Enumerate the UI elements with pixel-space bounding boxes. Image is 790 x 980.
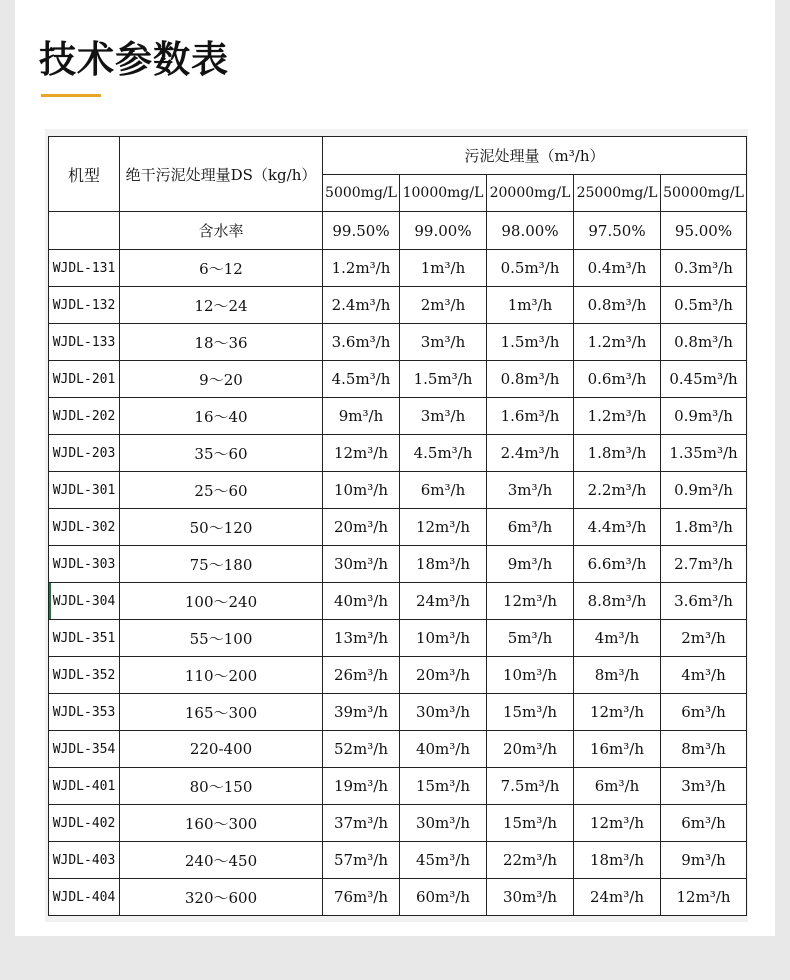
capacity-cell[interactable]: 0.9m³/h — [661, 398, 747, 435]
water-content-value: 97.50% — [574, 212, 661, 250]
capacity-cell[interactable]: 15m³/h — [487, 694, 574, 731]
capacity-cell[interactable]: 2.2m³/h — [574, 472, 661, 509]
model-cell[interactable]: WJDL-401 — [49, 768, 120, 805]
table-row — [49, 361, 747, 398]
capacity-cell[interactable]: 0.8m³/h — [574, 287, 661, 324]
capacity-cell[interactable]: 1.2m³/h — [323, 250, 400, 287]
ds-header: 绝干污泥处理量DS（kg/h） — [120, 137, 323, 212]
ds-range-cell[interactable]: 9～20 — [120, 361, 323, 398]
capacity-cell[interactable]: 12m³/h — [323, 435, 400, 472]
capacity-cell[interactable]: 0.8m³/h — [487, 361, 574, 398]
capacity-cell[interactable]: 2.4m³/h — [323, 287, 400, 324]
capacity-cell[interactable]: 30m³/h — [487, 879, 574, 916]
capacity-cell[interactable]: 3.6m³/h — [323, 324, 400, 361]
capacity-cell[interactable]: 18m³/h — [574, 842, 661, 879]
capacity-cell[interactable]: 4m³/h — [574, 620, 661, 657]
concentration-header: 20000mg/L — [487, 175, 574, 212]
table-row — [49, 583, 747, 620]
capacity-cell[interactable]: 3m³/h — [487, 472, 574, 509]
capacity-cell[interactable]: 40m³/h — [400, 731, 487, 768]
ds-range-cell[interactable]: 50～120 — [120, 509, 323, 546]
capacity-cell[interactable]: 12m³/h — [400, 509, 487, 546]
capacity-cell[interactable]: 15m³/h — [400, 768, 487, 805]
capacity-cell[interactable]: 1m³/h — [400, 250, 487, 287]
table-row — [49, 472, 747, 509]
ds-range-cell[interactable]: 80～150 — [120, 768, 323, 805]
table-row — [49, 768, 747, 805]
model-cell[interactable]: WJDL-132 — [49, 287, 120, 324]
capacity-cell[interactable]: 7.5m³/h — [487, 768, 574, 805]
water-content-value: 98.00% — [487, 212, 574, 250]
capacity-cell[interactable]: 0.5m³/h — [661, 287, 747, 324]
ds-range-cell[interactable]: 6～12 — [120, 250, 323, 287]
capacity-cell[interactable]: 16m³/h — [574, 731, 661, 768]
table-row — [49, 398, 747, 435]
capacity-cell[interactable]: 9m³/h — [323, 398, 400, 435]
capacity-cell[interactable]: 3m³/h — [400, 324, 487, 361]
capacity-cell[interactable]: 20m³/h — [487, 731, 574, 768]
capacity-cell[interactable]: 2m³/h — [400, 287, 487, 324]
capacity-cell[interactable]: 18m³/h — [400, 546, 487, 583]
concentration-header: 10000mg/L — [400, 175, 487, 212]
capacity-cell[interactable]: 76m³/h — [323, 879, 400, 916]
capacity-cell[interactable]: 3.6m³/h — [661, 583, 747, 620]
capacity-cell[interactable]: 8m³/h — [574, 657, 661, 694]
capacity-cell[interactable]: 3m³/h — [661, 768, 747, 805]
capacity-cell[interactable]: 19m³/h — [323, 768, 400, 805]
capacity-cell[interactable]: 6.6m³/h — [574, 546, 661, 583]
concentration-header: 5000mg/L — [323, 175, 400, 212]
water-content-value: 99.50% — [323, 212, 400, 250]
capacity-cell[interactable]: 1.2m³/h — [574, 398, 661, 435]
ds-range-cell[interactable]: 320～600 — [120, 879, 323, 916]
capacity-cell[interactable]: 4.4m³/h — [574, 509, 661, 546]
capacity-cell[interactable]: 12m³/h — [574, 805, 661, 842]
capacity-cell[interactable]: 30m³/h — [400, 805, 487, 842]
model-header: 机型 — [49, 137, 120, 212]
ds-range-cell[interactable]: 160～300 — [120, 805, 323, 842]
capacity-cell[interactable]: 12m³/h — [487, 583, 574, 620]
capacity-cell[interactable]: 15m³/h — [487, 805, 574, 842]
table-row — [49, 805, 747, 842]
water-content-value: 95.00% — [661, 212, 747, 250]
model-cell[interactable]: WJDL-351 — [49, 620, 120, 657]
capacity-cell[interactable]: 13m³/h — [323, 620, 400, 657]
table-row — [49, 657, 747, 694]
ds-range-cell[interactable]: 18～36 — [120, 324, 323, 361]
capacity-cell[interactable]: 39m³/h — [323, 694, 400, 731]
capacity-cell[interactable]: 22m³/h — [487, 842, 574, 879]
capacity-cell[interactable]: 1.6m³/h — [487, 398, 574, 435]
capacity-cell[interactable]: 12m³/h — [574, 694, 661, 731]
capacity-cell[interactable]: 57m³/h — [323, 842, 400, 879]
table-row — [49, 842, 747, 879]
ds-range-cell[interactable]: 55～100 — [120, 620, 323, 657]
ds-range-cell[interactable]: 165～300 — [120, 694, 323, 731]
model-cell[interactable]: WJDL-202 — [49, 398, 120, 435]
capacity-cell[interactable]: 2.4m³/h — [487, 435, 574, 472]
model-cell[interactable]: WJDL-354 — [49, 731, 120, 768]
model-cell[interactable]: WJDL-201 — [49, 361, 120, 398]
table-row — [49, 546, 747, 583]
model-cell[interactable]: WJDL-404 — [49, 879, 120, 916]
page-bottom-band — [0, 936, 790, 980]
capacity-cell[interactable]: 0.8m³/h — [661, 324, 747, 361]
capacity-cell[interactable]: 24m³/h — [400, 583, 487, 620]
capacity-cell[interactable]: 3m³/h — [400, 398, 487, 435]
capacity-cell[interactable]: 6m³/h — [487, 509, 574, 546]
ds-range-cell[interactable]: 240～450 — [120, 842, 323, 879]
page-title: 技术参数表 — [39, 38, 229, 81]
capacity-cell[interactable]: 20m³/h — [323, 509, 400, 546]
ds-range-cell[interactable]: 75～180 — [120, 546, 323, 583]
ds-range-cell[interactable]: 100～240 — [120, 583, 323, 620]
model-cell[interactable]: WJDL-301 — [49, 472, 120, 509]
capacity-cell[interactable]: 1.2m³/h — [574, 324, 661, 361]
capacity-cell[interactable]: 10m³/h — [487, 657, 574, 694]
concentration-header: 25000mg/L — [574, 175, 661, 212]
capacity-cell[interactable]: 6m³/h — [574, 768, 661, 805]
capacity-cell[interactable]: 30m³/h — [323, 546, 400, 583]
capacity-cell[interactable]: 0.5m³/h — [487, 250, 574, 287]
water-content-label: 含水率 — [120, 212, 323, 250]
model-cell[interactable]: WJDL-133 — [49, 324, 120, 361]
capacity-cell[interactable]: 12m³/h — [661, 879, 747, 916]
capacity-cell[interactable]: 8.8m³/h — [574, 583, 661, 620]
capacity-cell[interactable]: 0.3m³/h — [661, 250, 747, 287]
capacity-cell[interactable]: 24m³/h — [574, 879, 661, 916]
capacity-cell[interactable]: 9m³/h — [661, 842, 747, 879]
capacity-cell[interactable]: 1m³/h — [487, 287, 574, 324]
table-row — [49, 620, 747, 657]
concentration-header: 50000mg/L — [661, 175, 747, 212]
capacity-cell[interactable]: 6m³/h — [661, 805, 747, 842]
capacity-cell[interactable]: 26m³/h — [323, 657, 400, 694]
blank-cell — [49, 212, 120, 250]
model-cell[interactable]: WJDL-203 — [49, 435, 120, 472]
table-row — [49, 287, 747, 324]
model-cell[interactable]: WJDL-303 — [49, 546, 120, 583]
capacity-cell[interactable]: 0.45m³/h — [661, 361, 747, 398]
table-row — [49, 694, 747, 731]
capacity-cell[interactable]: 10m³/h — [323, 472, 400, 509]
capacity-cell[interactable]: 5m³/h — [487, 620, 574, 657]
title-underline — [41, 94, 101, 97]
ds-range-cell[interactable]: 110～200 — [120, 657, 323, 694]
capacity-cell[interactable]: 2.7m³/h — [661, 546, 747, 583]
capacity-cell[interactable]: 1.8m³/h — [661, 509, 747, 546]
capacity-group-header: 污泥处理量（m³/h） — [323, 137, 747, 175]
capacity-cell[interactable]: 1.5m³/h — [487, 324, 574, 361]
spec-table — [48, 136, 747, 916]
capacity-cell[interactable]: 4.5m³/h — [400, 435, 487, 472]
model-cell[interactable]: WJDL-353 — [49, 694, 120, 731]
capacity-cell[interactable]: 1.5m³/h — [400, 361, 487, 398]
capacity-cell[interactable]: 0.6m³/h — [574, 361, 661, 398]
ds-range-cell[interactable]: 12～24 — [120, 287, 323, 324]
capacity-cell[interactable]: 6m³/h — [661, 694, 747, 731]
capacity-cell[interactable]: 20m³/h — [400, 657, 487, 694]
model-cell[interactable]: WJDL-402 — [49, 805, 120, 842]
water-content-value: 99.00% — [400, 212, 487, 250]
model-cell[interactable]: WJDL-403 — [49, 842, 120, 879]
model-cell[interactable]: WJDL-352 — [49, 657, 120, 694]
ds-range-cell[interactable]: 220-400 — [120, 731, 323, 768]
table-row — [49, 250, 747, 287]
capacity-cell[interactable]: 10m³/h — [400, 620, 487, 657]
ds-range-cell[interactable]: 35～60 — [120, 435, 323, 472]
table-row — [49, 731, 747, 768]
capacity-cell[interactable]: 52m³/h — [323, 731, 400, 768]
capacity-cell[interactable]: 6m³/h — [400, 472, 487, 509]
capacity-cell[interactable]: 40m³/h — [323, 583, 400, 620]
model-cell[interactable]: WJDL-302 — [49, 509, 120, 546]
table-row — [49, 324, 747, 361]
capacity-cell[interactable]: 60m³/h — [400, 879, 487, 916]
capacity-cell[interactable]: 9m³/h — [487, 546, 574, 583]
capacity-cell[interactable]: 37m³/h — [323, 805, 400, 842]
ds-range-cell[interactable]: 16～40 — [120, 398, 323, 435]
model-cell[interactable]: WJDL-304 — [49, 583, 120, 620]
capacity-cell[interactable]: 0.9m³/h — [661, 472, 747, 509]
table-row — [49, 435, 747, 472]
model-cell[interactable]: WJDL-131 — [49, 250, 120, 287]
capacity-cell[interactable]: 30m³/h — [400, 694, 487, 731]
capacity-cell[interactable]: 1.35m³/h — [661, 435, 747, 472]
table-row — [49, 879, 747, 916]
table-row — [49, 509, 747, 546]
capacity-cell[interactable]: 1.8m³/h — [574, 435, 661, 472]
capacity-cell[interactable]: 4.5m³/h — [323, 361, 400, 398]
capacity-cell[interactable]: 8m³/h — [661, 731, 747, 768]
capacity-cell[interactable]: 4m³/h — [661, 657, 747, 694]
capacity-cell[interactable]: 0.4m³/h — [574, 250, 661, 287]
capacity-cell[interactable]: 2m³/h — [661, 620, 747, 657]
capacity-cell[interactable]: 45m³/h — [400, 842, 487, 879]
ds-range-cell[interactable]: 25～60 — [120, 472, 323, 509]
